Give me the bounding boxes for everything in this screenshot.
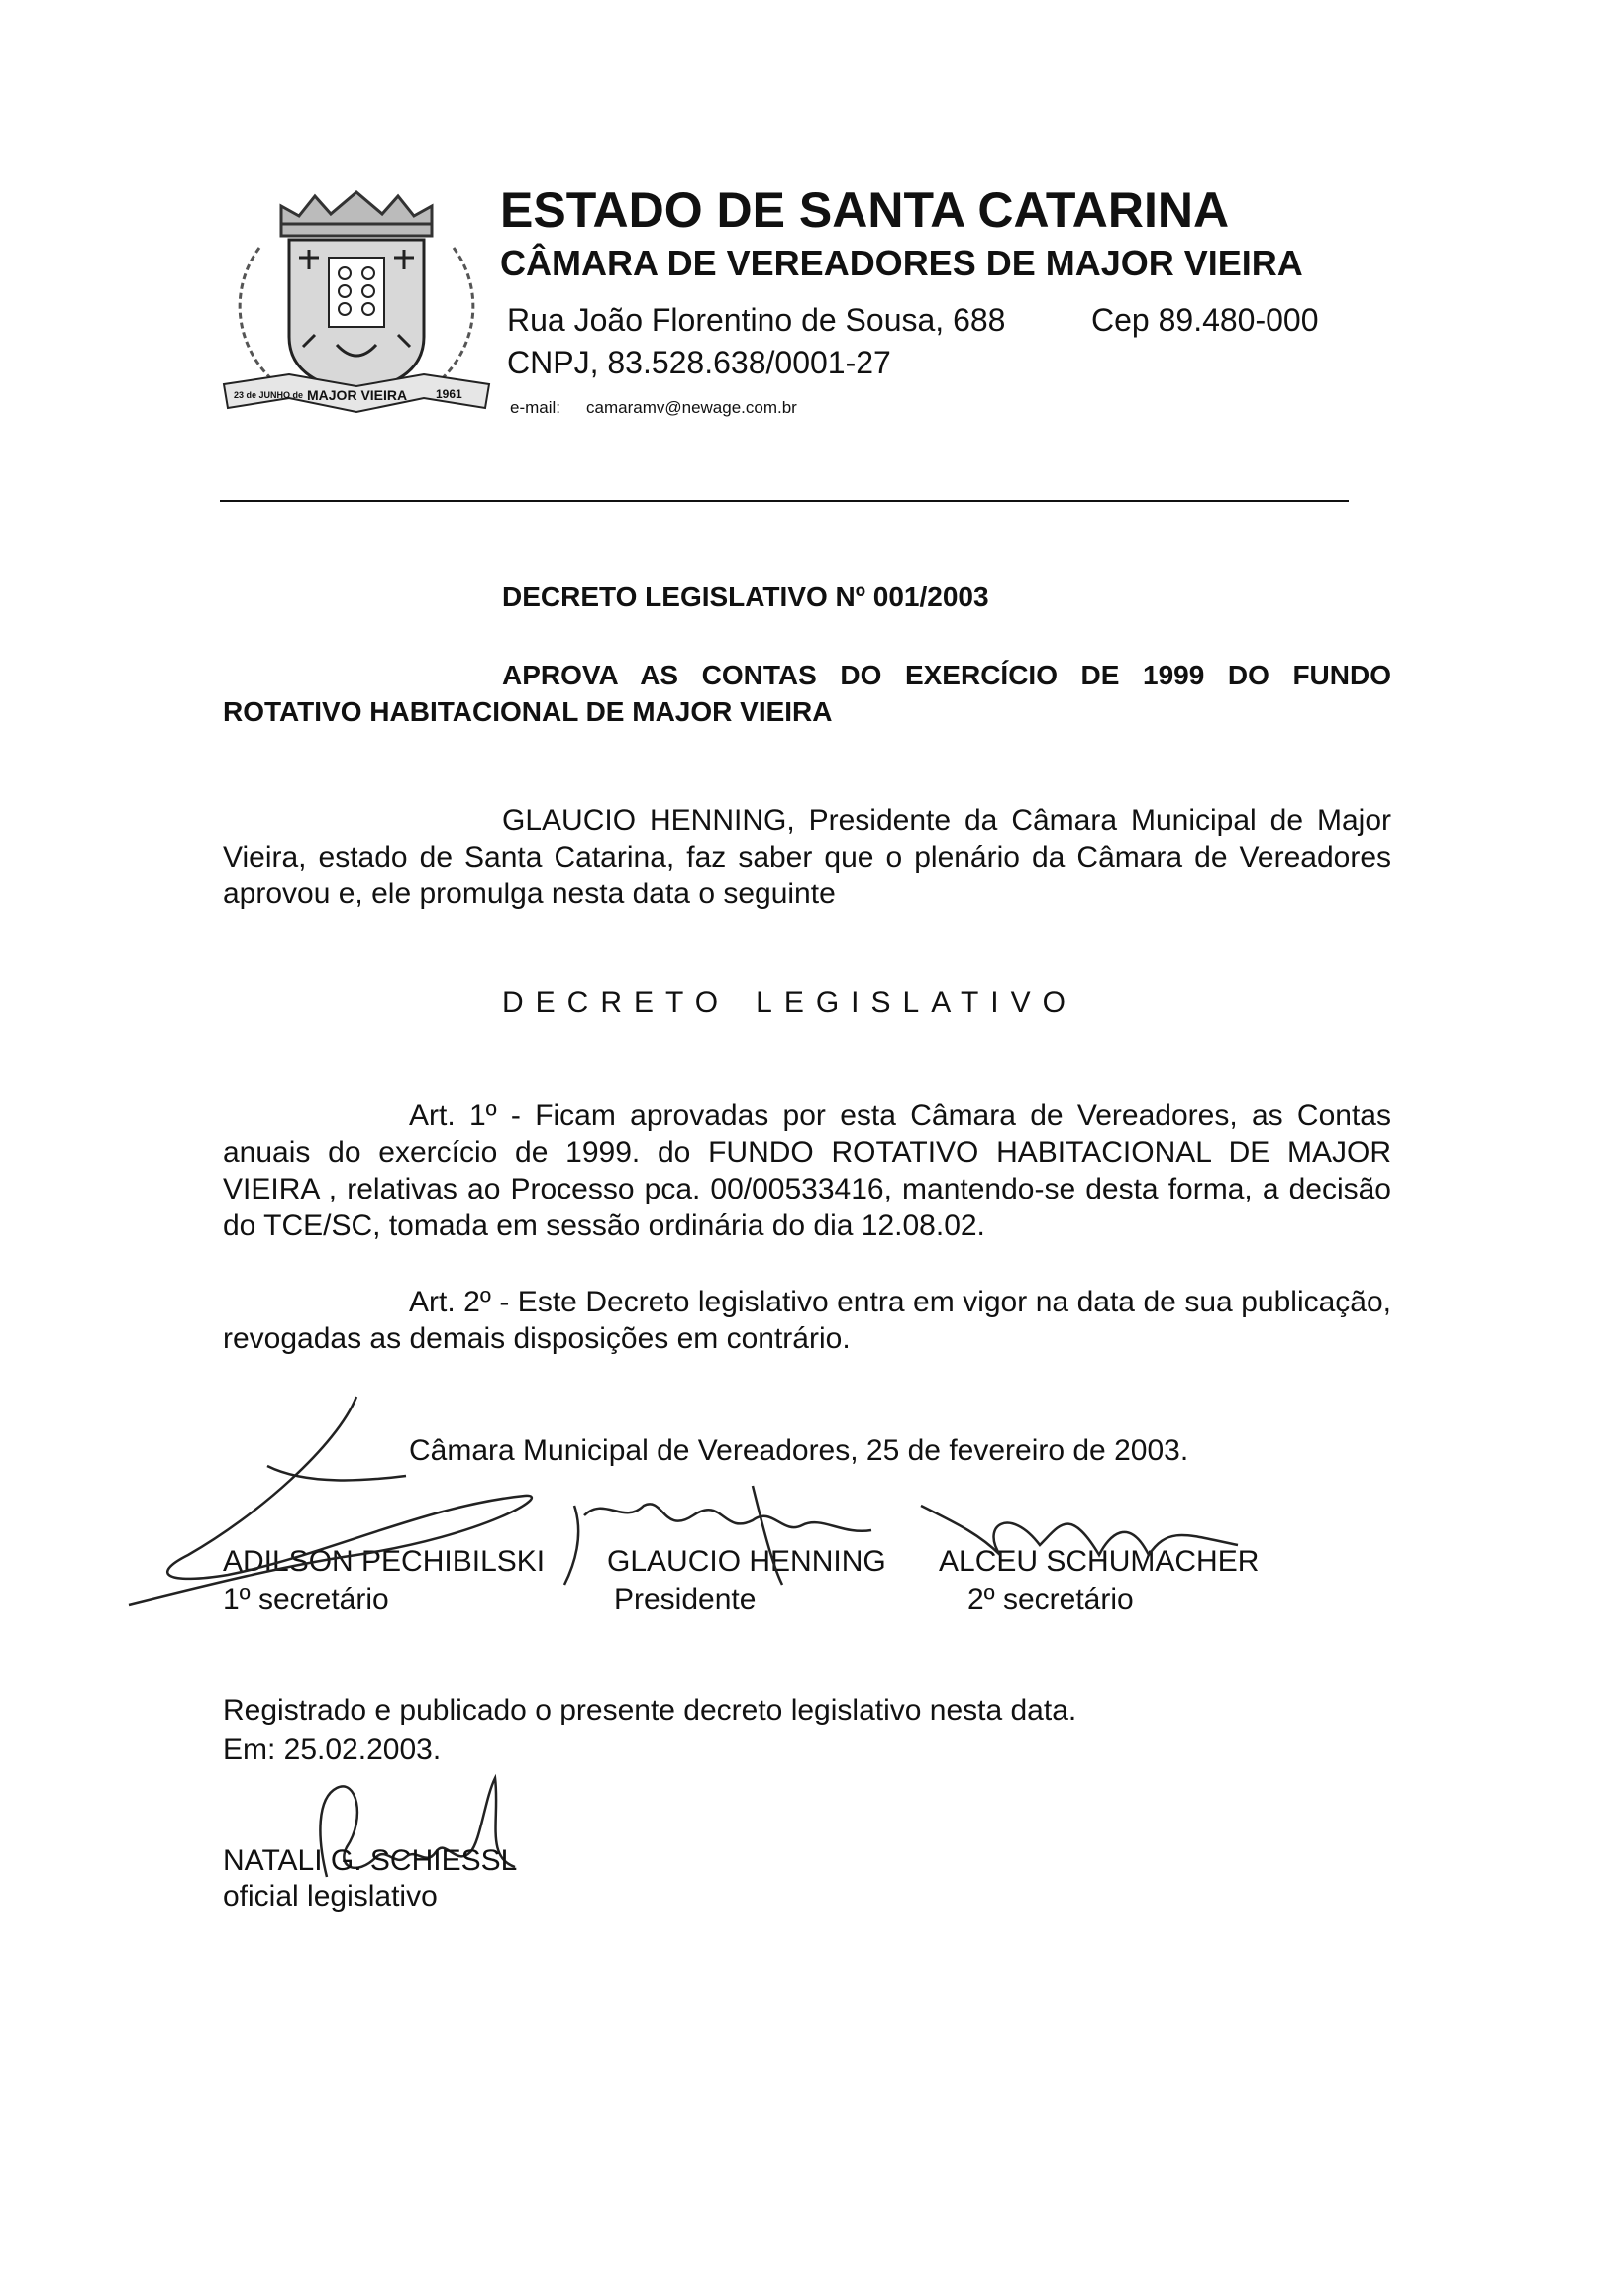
decree-heading-word-1: DECRETO [502,987,731,1019]
registration-text: Registrado e publicado o presente decreto legislativo nesta data. [223,1694,1077,1726]
decree-heading [502,987,1077,1020]
signatory-2-name: GLAUCIO HENNING [607,1545,886,1578]
crown-icon [281,192,432,236]
right-laurel-icon [434,248,473,386]
ribbon-center-text: MAJOR VIEIRA [307,387,408,403]
signatory-3-name: ALCEU SCHUMACHER [939,1545,1260,1578]
ribbon-left-text: 23 de JUNHO de [234,390,304,400]
signature-2-stroke [564,1486,871,1585]
state-title: ESTADO DE SANTA CATARINA [500,182,1230,238]
email-label: e-mail: [510,398,561,417]
left-laurel-icon [240,248,279,386]
closing-line: Câmara Municipal de Vereadores, 25 de fevereiro de 2003. [409,1434,1189,1467]
ribbon-right-text: 1961 [436,387,462,401]
decree-heading-word-2: LEGISLATIVO [756,987,1077,1019]
decree-preamble: GLAUCIO HENNING, Presidente da Câmara Municipal de Major Vieira, estado de Santa Catarina, faz saber que o plenário da Câmara de Vereadores aprovou e, ele promulga nesta data o seguinte [223,804,1391,910]
signatory-1-role: 1º secretário [223,1583,389,1616]
signatory-2-role: Presidente [614,1583,757,1616]
coat-of-arms-logo [220,188,493,436]
address: Rua João Florentino de Sousa, 688 [507,302,1006,338]
header-divider [220,500,1349,502]
email-line [510,398,797,418]
chamber-title: CÂMARA DE VEREADORES DE MAJOR VIEIRA [500,243,1303,283]
signatory-3-role: 2º secretário [967,1583,1134,1616]
signature-1-underline [267,1466,406,1480]
article-1: Art. 1º - Ficam aprovadas por esta Câmara de Vereadores, as Contas anuais do exercício de 1999. do FUNDO ROTATIVO HABITACIONAL DE MAJOR VIEIRA , relativas ao Processo pca. 00/00533416, mantendo-se desta forma, a decisão do TCE/SC, tomada em sessão ordinária do dia 12.08.02. [223,1099,1391,1242]
signature-1-stroke [129,1397,532,1605]
signature-3-stroke [921,1506,1238,1555]
handwritten-signatures [109,1387,1297,1654]
shield-icon [289,240,424,392]
registration-date: Em: 25.02.2003. [223,1733,442,1766]
decree-ementa: APROVA AS CONTAS DO EXERCÍCIO DE 1999 DO FUNDO ROTATIVO HABITACIONAL DE MAJOR VIEIRA [223,660,1391,727]
article-2: Art. 2º - Este Decreto legislativo entra em vigor na data de sua publicação, revogadas as demais disposições em contrário. [223,1286,1391,1355]
email-address: camaramv@newage.com.br [586,398,797,417]
postal-code: Cep 89.480-000 [1091,302,1319,338]
officer-name: NATALI G. SCHIESSL [223,1844,518,1877]
signatory-1-name: ADILSON PECHIBILSKI [223,1545,546,1578]
decree-number: DECRETO LEGISLATIVO Nº 001/2003 [502,581,989,612]
officer-role: oficial legislativo [223,1880,438,1913]
cnpj: CNPJ, 83.528.638/0001-27 [507,345,891,380]
